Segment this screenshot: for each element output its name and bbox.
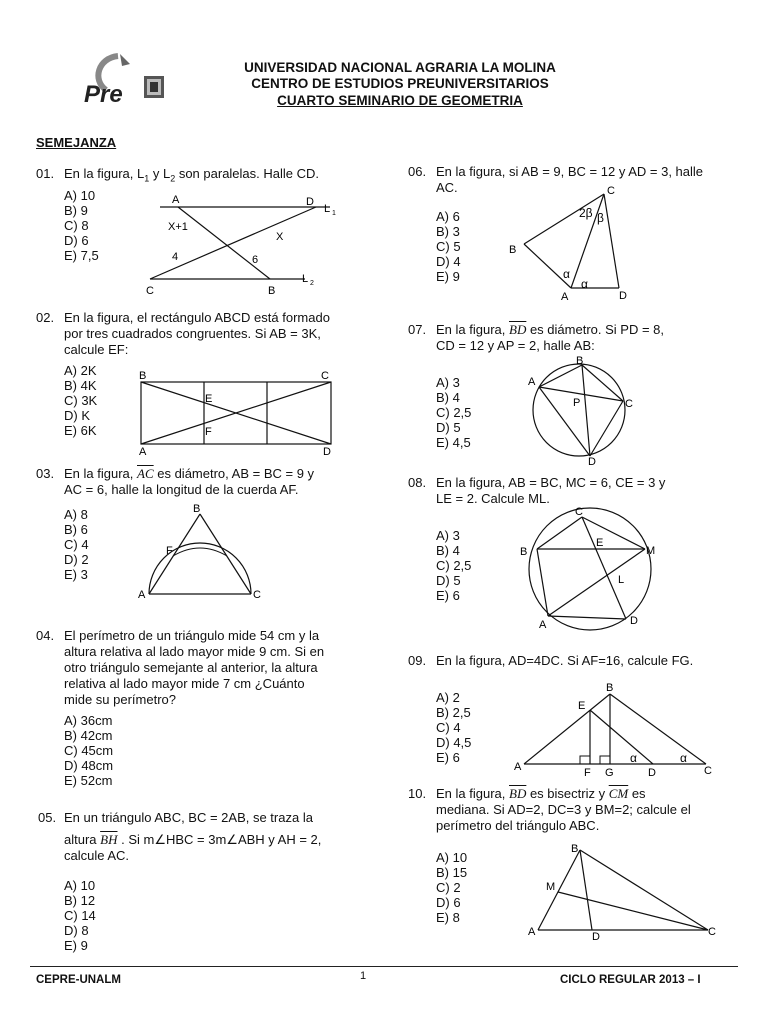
options-10 <box>436 850 467 925</box>
svg-text:D: D <box>630 615 638 627</box>
option-d: D) 48cm <box>64 758 114 773</box>
question-number: 05. <box>38 810 57 825</box>
question-text: El perímetro de un triángulo mide 54 cm y la altura relativa al lado mayor mide 9 cm. Si en otro triángulo semejante al anterior, la altura relativa al lado mayor mide 7 cm ¿Cuánto mide su perímetro? <box>64 628 325 707</box>
option-c: C) 5 <box>436 239 461 254</box>
svg-text:D: D <box>588 456 596 467</box>
option-c: C) 4 <box>64 537 89 552</box>
figure-10 <box>522 838 722 942</box>
option-c: C) 2,5 <box>436 558 472 573</box>
header-center: CENTRO DE ESTUDIOS PREUNIVERSITARIOS <box>251 76 549 91</box>
svg-text:C: C <box>146 285 154 297</box>
footer-right: CICLO REGULAR 2013 – I <box>560 974 701 986</box>
svg-text:F: F <box>584 767 591 778</box>
option-b: B) 12 <box>64 893 96 908</box>
svg-text:6: 6 <box>252 254 259 266</box>
option-c: C) 2,5 <box>436 405 472 420</box>
option-b: B) 9 <box>64 203 88 218</box>
svg-text:α: α <box>563 267 570 281</box>
option-e: E) 52cm <box>64 773 113 788</box>
svg-text:1: 1 <box>332 210 336 217</box>
svg-text:D: D <box>619 290 627 302</box>
question-text: En la figura, $L_1$ y $L_2$ son paralelas. Halle CD. <box>64 166 320 184</box>
figure-01 <box>140 190 350 300</box>
options-03 <box>64 507 89 582</box>
svg-text:X: X <box>276 231 284 243</box>
option-d: D) 2 <box>64 552 89 567</box>
option-a: A) 3 <box>436 528 460 543</box>
svg-text:α: α <box>630 751 637 765</box>
question-number: 07. <box>408 322 427 337</box>
figure-09 <box>510 678 720 778</box>
svg-text:B: B <box>571 843 579 855</box>
option-b: B) 15 <box>436 865 468 880</box>
svg-text:A: A <box>539 619 547 631</box>
question-text: En la figura, si AB = 9, BC = 12 y AD = 3, halle AC. <box>436 164 704 195</box>
svg-text:F: F <box>205 426 212 438</box>
question-text: En la figura, $\overline{BD}$ es bisectriz y $\overline{CM}$ es mediana. Si AD=2, DC=3 y BM=2; calcule el perímetro del triángulo ABC. <box>436 786 691 833</box>
option-d: D) 8 <box>64 923 89 938</box>
svg-text:C: C <box>321 370 329 382</box>
svg-text:L: L <box>618 574 625 586</box>
options-09 <box>436 690 471 765</box>
svg-text:B: B <box>509 244 517 256</box>
svg-text:M: M <box>646 545 656 557</box>
option-e: E) 9 <box>64 938 88 953</box>
option-a: A) 3 <box>436 375 460 390</box>
option-a: A) 8 <box>64 507 88 522</box>
question-number: 06. <box>408 164 427 179</box>
option-c: C) 8 <box>64 218 89 233</box>
option-d: D) 5 <box>436 573 461 588</box>
svg-text:A: A <box>561 291 569 303</box>
svg-text:A: A <box>138 589 146 601</box>
option-b: B) 4 <box>436 390 460 405</box>
cepre-logo <box>78 50 170 112</box>
svg-text:A: A <box>514 761 522 773</box>
option-a: A) 6 <box>436 209 460 224</box>
question-number: 10. <box>408 786 427 801</box>
option-c: C) 4 <box>436 720 461 735</box>
question-text: En la figura, $\overline{BD}$ es diámetro. Si PD = 8, CD = 12 y AP = 2, halle AB: <box>436 322 664 353</box>
option-a: A) 2K <box>64 363 97 378</box>
svg-text:B: B <box>268 285 276 297</box>
page-number: 1 <box>360 970 367 982</box>
options-01 <box>64 188 99 263</box>
option-b: B) 3 <box>436 224 460 239</box>
option-e: E) 8 <box>436 910 460 925</box>
svg-text:E: E <box>596 537 604 549</box>
options-06 <box>436 209 461 284</box>
footer-left: CEPRE-UNALM <box>36 974 121 986</box>
svg-text:C: C <box>704 765 712 777</box>
svg-text:A: A <box>528 926 536 938</box>
options-04 <box>64 713 113 788</box>
option-b: B) 2,5 <box>436 705 471 720</box>
svg-text:C: C <box>575 506 583 518</box>
option-b: B) 4K <box>64 378 97 393</box>
options-08 <box>436 528 471 603</box>
svg-text:D: D <box>648 767 656 778</box>
svg-text:D: D <box>592 931 600 942</box>
svg-text:X+1: X+1 <box>168 221 188 233</box>
svg-text:A: A <box>528 376 536 388</box>
option-e: E) 6K <box>64 423 97 438</box>
svg-text:β: β <box>597 211 604 225</box>
question-number: 02. <box>36 310 55 325</box>
figure-03 <box>135 500 270 605</box>
option-e: E) 7,5 <box>64 248 99 263</box>
option-e: E) 6 <box>436 750 460 765</box>
option-a: A) 10 <box>64 878 96 893</box>
svg-text:E: E <box>205 393 213 405</box>
option-d: D) 4,5 <box>436 735 472 750</box>
svg-text:A: A <box>139 446 147 458</box>
logo-text: Pre <box>84 81 123 108</box>
question-number: 09. <box>408 653 427 668</box>
svg-text:2β: 2β <box>579 206 593 220</box>
svg-text:B: B <box>606 682 614 694</box>
svg-text:C: C <box>625 398 633 410</box>
question-text: En la figura, AD=4DC. Si AF=16, calcule FG. <box>436 653 694 668</box>
option-e: E) 9 <box>436 269 460 284</box>
question-text: En un triángulo ABC, BC = 2AB, se traza la altura $\overline{BH}$ . Si m∠HBC = 3m∠ABH y AH = 2, calcule AC. <box>64 810 322 863</box>
svg-text:C: C <box>253 589 261 601</box>
options-07 <box>436 375 471 450</box>
svg-text:F: F <box>166 545 173 557</box>
question-number: 04. <box>36 628 55 643</box>
svg-text:D: D <box>323 446 331 458</box>
question-text: En la figura, AB = BC, MC = 6, CE = 3 y LE = 2. Calcule ML. <box>436 475 666 506</box>
option-d: D) 5 <box>436 420 461 435</box>
svg-text:B: B <box>193 503 201 515</box>
svg-text:A: A <box>172 194 180 206</box>
option-b: B) 42cm <box>64 728 113 743</box>
question-number: 08. <box>408 475 427 490</box>
option-e: E) 6 <box>436 588 460 603</box>
option-d: D) 6 <box>64 233 89 248</box>
header-university: UNIVERSIDAD NACIONAL AGRARIA LA MOLINA <box>244 60 556 75</box>
footer-divider <box>30 966 738 967</box>
svg-text:P: P <box>573 397 581 409</box>
option-c: C) 14 <box>64 908 96 923</box>
option-d: D) 4 <box>436 254 461 269</box>
option-c: C) 3K <box>64 393 98 408</box>
svg-text:D: D <box>306 196 314 208</box>
option-b: B) 4 <box>436 543 460 558</box>
svg-text:C: C <box>708 926 716 938</box>
option-c: C) 45cm <box>64 743 114 758</box>
svg-text:α: α <box>680 751 687 765</box>
figure-02 <box>135 368 345 460</box>
svg-text:C: C <box>607 185 615 197</box>
option-a: A) 36cm <box>64 713 113 728</box>
svg-text:B: B <box>520 546 528 558</box>
option-e: E) 4,5 <box>436 435 471 450</box>
header-seminar: CUARTO SEMINARIO DE GEOMETRIA <box>277 93 523 108</box>
question-text: En la figura, el rectángulo ABCD está formado por tres cuadrados congruentes. Si AB = 3K, calcule EF: <box>64 310 330 357</box>
svg-text:2: 2 <box>310 280 314 287</box>
svg-text:E: E <box>578 700 586 712</box>
svg-text:B: B <box>139 370 147 382</box>
question-number: 03. <box>36 466 55 481</box>
svg-text:G: G <box>605 767 614 778</box>
option-a: A) 2 <box>436 690 460 705</box>
svg-text:L: L <box>324 203 331 215</box>
option-d: D) 6 <box>436 895 461 910</box>
svg-text:L: L <box>302 273 309 285</box>
question-number: 01. <box>36 166 55 181</box>
option-a: A) 10 <box>436 850 468 865</box>
svg-text:B: B <box>576 355 584 367</box>
svg-text:4: 4 <box>172 251 179 263</box>
figure-06 <box>505 182 645 306</box>
option-b: B) 6 <box>64 522 88 537</box>
option-c: C) 2 <box>436 880 461 895</box>
figure-07 <box>520 355 640 467</box>
question-text: En la figura, $\overline{AC}$ es diámetro, AB = BC = 9 y AC = 6, halle la longitud de la cuerda AF. <box>64 466 315 497</box>
svg-text:α: α <box>581 277 588 291</box>
option-e: E) 3 <box>64 567 88 582</box>
option-d: D) K <box>64 408 90 423</box>
figure-08 <box>512 503 660 631</box>
option-a: A) 10 <box>64 188 96 203</box>
svg-text:M: M <box>546 881 556 893</box>
options-05 <box>64 878 96 953</box>
section-title: SEMEJANZA <box>36 135 117 150</box>
options-02 <box>64 363 97 438</box>
